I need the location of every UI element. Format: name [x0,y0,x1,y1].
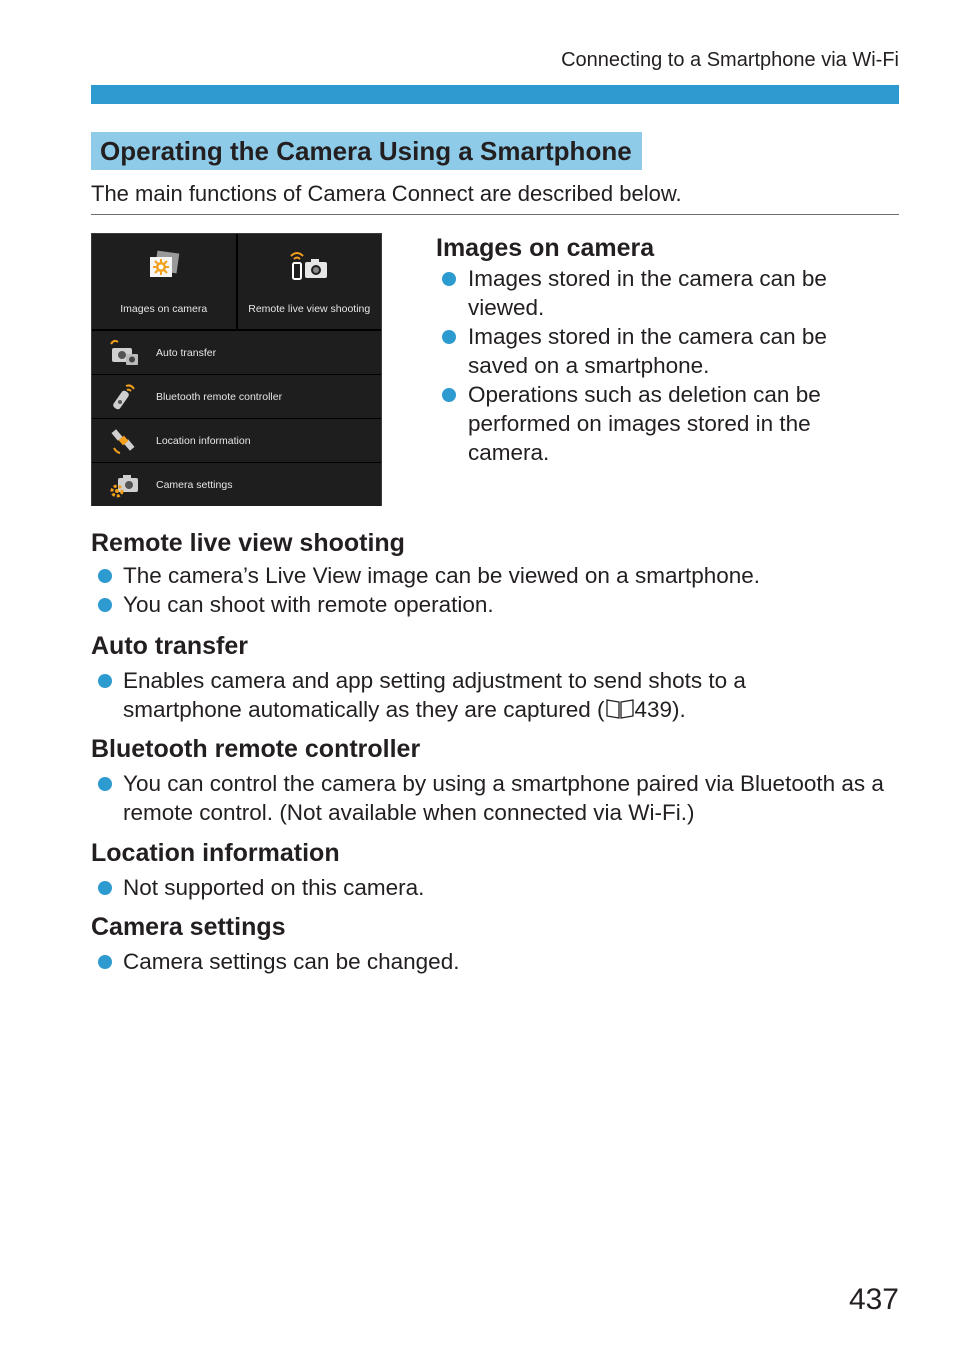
menu-row-auto-transfer[interactable] [92,331,381,374]
tile-label: Images on camera [120,303,208,315]
bullet-item: Operations such as deletion can be performed on images stored in the camera. [436,380,868,467]
section-images-on-camera [436,232,896,467]
location-satellite-icon [108,426,140,456]
section-heading: Auto transfer [91,632,248,660]
menu-row-label: Location information [156,434,251,447]
section-heading: Location information [91,839,340,867]
book-reference-icon [605,698,635,720]
page-number: 437 [848,1283,899,1316]
tile-remote-live-view[interactable] [238,234,382,329]
bullet-item: You can shoot with remote operation. [91,590,899,619]
tile-images-on-camera[interactable] [92,234,236,329]
bullet-text: Enables camera and app setting adjustment to send shots to a smartphone automatically as they are captured ( [123,668,746,722]
menu-row-label: Auto transfer [156,346,217,359]
menu-row-bluetooth-remote[interactable] [92,375,381,418]
camera-settings-icon [108,470,140,500]
menu-row-label: Camera settings [156,478,233,491]
auto-transfer-icon [108,338,140,368]
page-reference-link[interactable]: 439 [634,697,673,722]
menu-row-location[interactable] [92,419,381,462]
camera-connect-menu-screenshot [91,233,382,506]
bullet-item: The camera’s Live View image can be viewed on a smartphone. [91,561,899,590]
section-auto-transfer [91,630,899,724]
bullet-item: Images stored in the camera can be viewed. [436,264,868,322]
bullet-item: You can control the camera by using a smartphone paired via Bluetooth as a remote control. (Not available when connected via Wi-Fi.) [91,769,899,827]
section-heading: Camera settings [91,913,286,941]
header-bar [91,85,899,104]
bullet-item: Images stored in the camera can be saved on a smartphone. [436,322,868,380]
section-camera-settings [91,911,899,976]
section-title: Operating the Camera Using a Smartphone [91,132,642,170]
bullet-item: Camera settings can be changed. [91,947,899,976]
divider [91,214,899,215]
bullet-item: Not supported on this camera. [91,873,899,902]
menu-row-camera-settings[interactable] [92,463,381,506]
menu-row-label: Bluetooth remote controller [156,390,283,403]
remote-live-view-icon [287,248,331,289]
intro-text: The main functions of Camera Connect are described below. [91,181,682,206]
tile-label: Remote live view shooting [248,303,371,315]
bullet-item [91,666,811,724]
section-heading: Images on camera [436,234,655,262]
running-head: Connecting to a Smartphone via Wi-Fi [561,49,899,71]
bluetooth-remote-icon [108,382,140,412]
images-on-camera-icon [144,248,184,287]
bullet-text: ). [672,697,686,722]
section-location-information [91,837,899,902]
section-heading: Bluetooth remote controller [91,735,421,763]
section-bluetooth-remote [91,733,899,827]
section-heading: Remote live view shooting [91,529,405,557]
section-remote-live-view [91,527,899,619]
